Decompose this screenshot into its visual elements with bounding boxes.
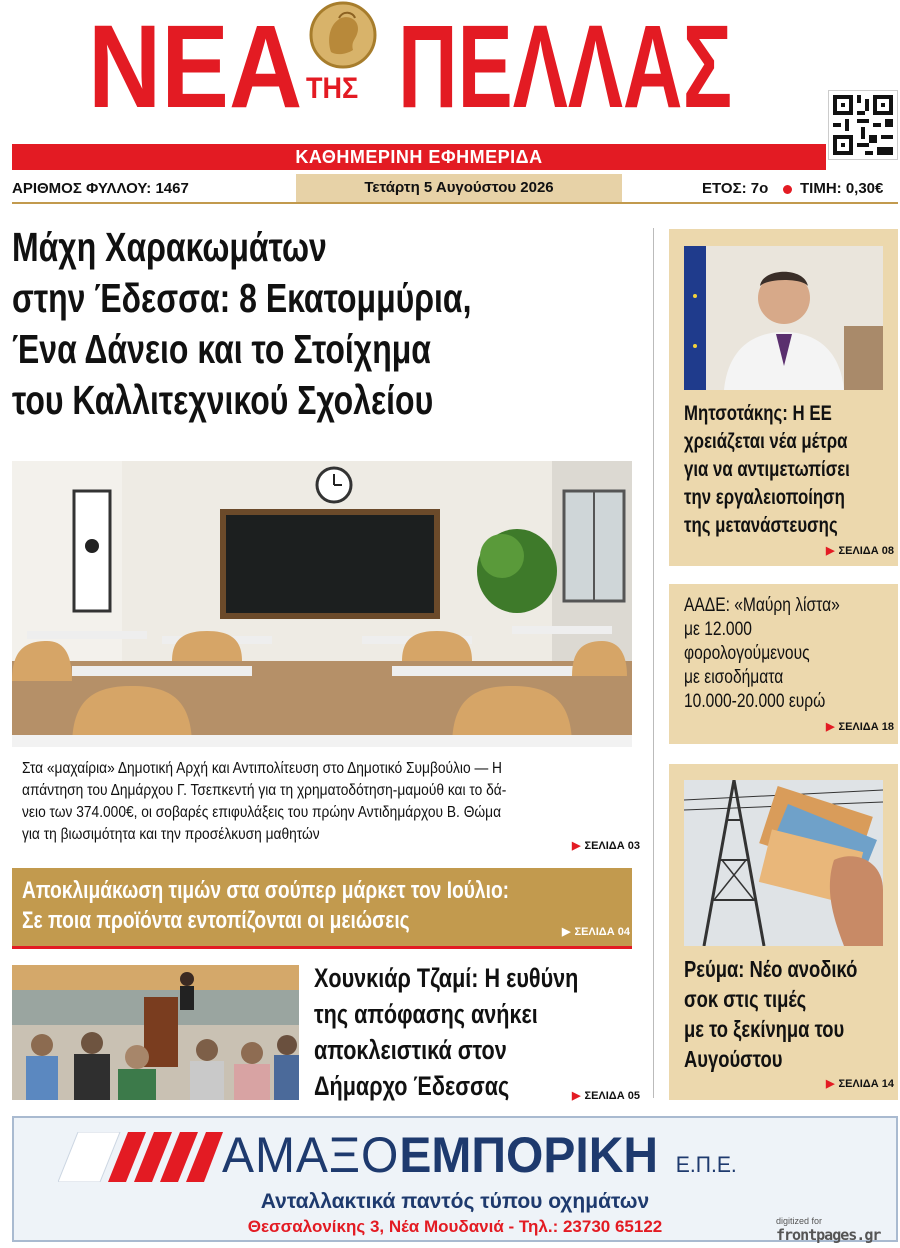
- lede-line: για τη βιωσιμότητα και την προσέλκυση μαθητών: [22, 826, 320, 843]
- issue-number: ΑΡΙΘΜΟΣ ΦΥΛΛΟΥ: 1467: [12, 180, 189, 197]
- sidebar-story-1-page-ref[interactable]: [826, 544, 894, 557]
- classroom-photo[interactable]: [12, 461, 632, 747]
- sidebar-story-2-line: με 12.000: [684, 619, 752, 640]
- page-ref-label: ΣΕΛΙΔΑ 04: [574, 926, 630, 938]
- year-label: ΕΤΟΣ: 7ο: [702, 180, 769, 197]
- triangle-icon: ▶: [826, 1078, 835, 1090]
- main-headline-line: του Καλλιτεχνικού Σχολείου: [12, 377, 434, 423]
- bottom-story-line: Χουνκιάρ Τζαμί: Η ευθύνη: [314, 963, 579, 993]
- ad-company-name: [222, 1126, 737, 1184]
- gold-page-ref[interactable]: [562, 925, 630, 938]
- bottom-page-ref[interactable]: [572, 1089, 640, 1102]
- sidebar-story-2-line: φορολογούμενους: [684, 643, 810, 664]
- coin-emblem-icon: [303, 0, 383, 70]
- sidebar-story-3-page-ref[interactable]: [826, 1077, 894, 1090]
- sidebar-story-2-line: ΑΑΔΕ: «Μαύρη λίστα»: [684, 595, 840, 616]
- gold-story-headline: [22, 876, 782, 936]
- lede-line: Στα «μαχαίρια» Δημοτική Αρχή και Αντιπολίτευση στο Δημοτικό Συμβούλιο — Η: [22, 760, 502, 777]
- sidebar-story-3-line: Ρεύμα: Νέο ανοδικό: [684, 956, 858, 982]
- main-headline-line: στην Έδεσσα: 8 Εκατομμύρια,: [12, 275, 472, 321]
- issue-date: Τετάρτη 5 Αυγούστου 2026: [364, 179, 554, 196]
- sidebar-story-2-line: 10.000-20.000 ευρώ: [684, 691, 826, 712]
- sidebar-story-1-line: χρειάζεται νέα μέτρα: [684, 430, 848, 453]
- sidebar-story-1-line: της μετανάστευσης: [684, 514, 838, 537]
- qr-code-icon[interactable]: [828, 90, 898, 160]
- sidebar-story-3-line: Αυγούστου: [684, 1046, 783, 1072]
- masthead-title-right: ΠΕΛΛΑΣ: [398, 1, 733, 133]
- watermark-line2: frontpages.gr: [776, 1226, 881, 1244]
- gold-story-line: Αποκλιμάκωση τιμών στα σούπερ μάρκετ τον Ιούλιο:: [22, 877, 510, 904]
- sidebar-story-1-line: την εργαλειοποίηση: [684, 486, 845, 509]
- sidebar-story-2-text: [684, 594, 900, 714]
- sidebar-story-3-line: σοκ στις τιμές: [684, 986, 807, 1012]
- main-lede: [22, 758, 742, 846]
- triangle-icon: ▶: [826, 545, 835, 557]
- lede-line: νειο των 374.000€, οι σοβαρές επιφυλάξεις του πρώην Αντιδημάρχου Β. Θώμα: [22, 804, 502, 821]
- ad-subtitle: Ανταλλακτικά παντός τύπου οχημάτων: [260, 1190, 650, 1213]
- bottom-story-line: αποκλειστικά στον: [314, 1035, 507, 1065]
- page-ref-label: ΣΕΛΙΔΑ 08: [838, 545, 894, 557]
- triangle-icon: ▶: [826, 721, 835, 733]
- page-ref-label: ΣΕΛΙΔΑ 18: [838, 721, 894, 733]
- ad-stripes-logo: [58, 1132, 223, 1182]
- sidebar-story-1-headline: [684, 400, 900, 540]
- column-divider: [653, 228, 654, 1098]
- sidebar-story-3-headline: [684, 954, 900, 1074]
- ad-suffix: Ε.Π.Ε.: [675, 1152, 737, 1177]
- bottom-story-line: της απόφασης ανήκει: [314, 999, 538, 1029]
- page-ref-label: ΣΕΛΙΔΑ 14: [838, 1078, 894, 1090]
- triangle-icon: ▶: [562, 926, 571, 938]
- main-headline-line: Ένα Δάνειο και το Στοίχημα: [12, 326, 431, 372]
- lede-line: απάντηση του Δημάρχου Γ. Τσεπκεντή για τη χρηματοδότηση-μαμούθ και το δά-: [22, 782, 507, 799]
- tagline: ΚΑΘΗΜΕΡΙΝΗ ΕΦΗΜΕΡΙΔΑ: [295, 147, 543, 167]
- masthead-divider: [12, 202, 898, 204]
- politician-photo[interactable]: [684, 246, 883, 390]
- dot-icon: [783, 185, 792, 194]
- masthead-title-small: ΤΗΣ: [306, 72, 359, 105]
- gold-story-underline: [12, 946, 632, 949]
- masthead-title-left: ΝΕΑ: [88, 1, 303, 133]
- page-ref-label: ΣΕΛΙΔΑ 03: [584, 840, 640, 852]
- main-page-ref[interactable]: [572, 839, 640, 852]
- main-headline-line: Μάχη Χαρακωμάτων: [12, 224, 327, 270]
- sidebar-story-1-line: Μητσοτάκης: Η ΕΕ: [684, 402, 832, 425]
- sidebar-story-1-line: για να αντιμετωπίσει: [684, 458, 850, 481]
- ad-name-bold: ΕΜΠΟΡΙΚΗ: [399, 1127, 659, 1183]
- ad-name-light: ΑΜΑΞΟ: [222, 1127, 400, 1183]
- event-photo[interactable]: [12, 965, 299, 1100]
- sidebar-story-2-page-ref[interactable]: [826, 720, 894, 733]
- bottom-story-line: Δήμαρχο Έδεσσας: [314, 1071, 510, 1101]
- watermark-line1: digitized for: [776, 1216, 823, 1226]
- sidebar-story-3-line: με το ξεκίνημα του: [684, 1016, 845, 1042]
- bottom-story-headline[interactable]: [314, 960, 714, 1104]
- triangle-icon: ▶: [572, 1090, 581, 1102]
- price-label: ΤΙΜΗ: 0,30€: [800, 180, 884, 197]
- electricity-money-photo[interactable]: [684, 780, 883, 946]
- ad-address: Θεσσαλονίκης 3, Νέα Μουδανιά - Τηλ.: 23730 65122: [247, 1217, 663, 1236]
- gold-story-line: Σε ποια προϊόντα εντοπίζονται οι μειώσεις: [22, 907, 410, 934]
- page-ref-label: ΣΕΛΙΔΑ 05: [584, 1090, 640, 1102]
- sidebar-story-2-line: με εισοδήματα: [684, 667, 784, 688]
- triangle-icon: ▶: [572, 840, 581, 852]
